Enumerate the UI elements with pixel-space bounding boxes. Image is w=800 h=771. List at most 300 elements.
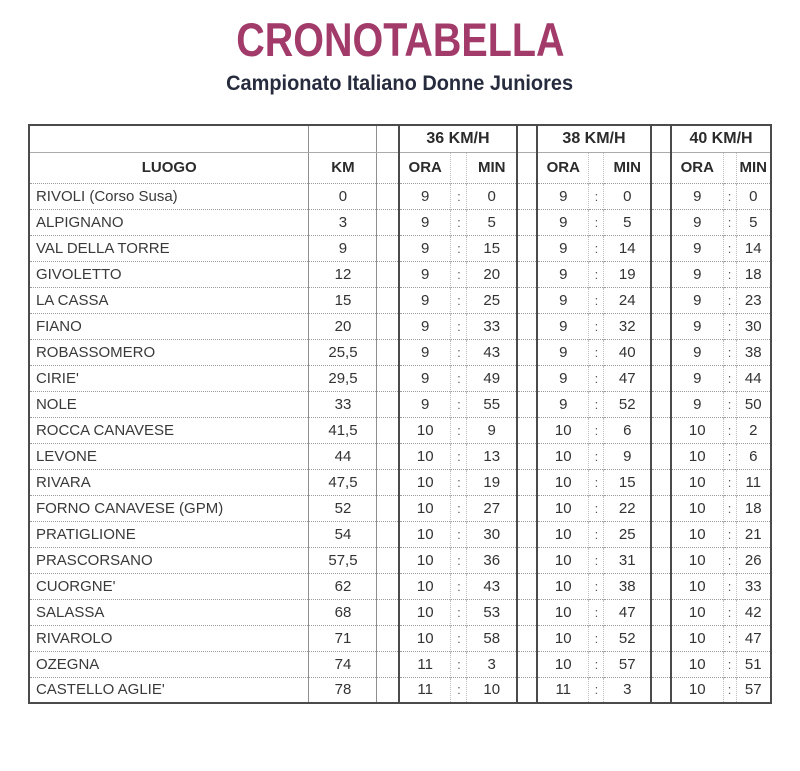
min-38-cell: 14 [604,235,651,261]
table-row [29,495,771,521]
spacer-cell [377,235,399,261]
spacer-cell [651,573,671,599]
ora-36-cell: 9 [399,313,451,339]
colon-separator: : [451,651,467,677]
spacer-cell [651,677,671,703]
spacer-cell [517,573,537,599]
km-column-header: KM [309,152,377,183]
colon-separator: : [451,287,467,313]
ora-40-cell: 9 [671,287,723,313]
min-36-cell: 55 [467,391,517,417]
ora-40-cell: 9 [671,183,723,209]
luogo-cell: RIVOLI (Corso Susa) [29,183,309,209]
spacer-cell [377,391,399,417]
ora-36-cell: 9 [399,261,451,287]
spacer-cell [377,209,399,235]
ora-36-cell: 9 [399,391,451,417]
ora-40-cell: 10 [671,443,723,469]
colon-separator: : [723,443,736,469]
spacer-cell [651,391,671,417]
spacer-cell [651,261,671,287]
spacer-cell [377,152,399,183]
km-cell: 15 [309,287,377,313]
colon-separator: : [451,495,467,521]
colon-separator: : [451,391,467,417]
spacer-cell [517,391,537,417]
colon-separator: : [723,677,736,703]
spacer-cell [651,125,671,152]
colon-separator: : [723,495,736,521]
luogo-cell: NOLE [29,391,309,417]
ora-36-cell: 10 [399,495,451,521]
spacer-cell [517,651,537,677]
spacer-cell [651,599,671,625]
spacer-cell [651,287,671,313]
spacer-cell [651,313,671,339]
ora-38-cell: 10 [537,417,589,443]
colon-separator: : [723,339,736,365]
page-subtitle: Campionato Italiano Donne Juniores [226,72,574,95]
luogo-cell: LEVONE [29,443,309,469]
colon-column-header [723,152,736,183]
colon-separator: : [451,261,467,287]
spacer-cell [651,443,671,469]
min-column-header: MIN [467,152,517,183]
spacer-cell [377,261,399,287]
colon-separator: : [589,495,604,521]
colon-separator: : [451,625,467,651]
min-column-header: MIN [604,152,651,183]
min-40-cell: 44 [736,365,771,391]
table-row [29,599,771,625]
min-36-cell: 19 [467,469,517,495]
spacer-cell [377,547,399,573]
spacer-cell [517,521,537,547]
ora-40-cell: 9 [671,391,723,417]
min-38-cell: 32 [604,313,651,339]
colon-separator: : [451,339,467,365]
min-38-cell: 5 [604,209,651,235]
colon-separator: : [723,599,736,625]
ora-38-cell: 9 [537,209,589,235]
colon-separator: : [589,417,604,443]
spacer-cell [377,599,399,625]
colon-separator: : [451,235,467,261]
spacer-cell [651,651,671,677]
ora-column-header: ORA [671,152,723,183]
ora-40-cell: 10 [671,521,723,547]
km-cell: 3 [309,209,377,235]
ora-40-cell: 10 [671,417,723,443]
table-row [29,573,771,599]
luogo-cell: CASTELLO AGLIE' [29,677,309,703]
colon-separator: : [589,235,604,261]
speed-header-38: 38 KM/H [537,125,651,152]
spacer-cell [517,599,537,625]
spacer-cell [517,152,537,183]
cronotabella-table [28,124,772,704]
table-row [29,417,771,443]
table-row [29,235,771,261]
spacer-cell [517,287,537,313]
ora-38-cell: 9 [537,365,589,391]
min-36-cell: 36 [467,547,517,573]
ora-36-cell: 9 [399,339,451,365]
ora-38-cell: 9 [537,313,589,339]
ora-36-cell: 10 [399,547,451,573]
spacer-cell [377,339,399,365]
km-cell: 33 [309,391,377,417]
spacer-cell [377,573,399,599]
colon-separator: : [589,547,604,573]
colon-separator: : [589,339,604,365]
table-row [29,547,771,573]
spacer-cell [517,417,537,443]
ora-38-cell: 10 [537,547,589,573]
ora-36-cell: 9 [399,209,451,235]
luogo-cell: PRASCORSANO [29,547,309,573]
ora-40-cell: 10 [671,625,723,651]
table-row [29,651,771,677]
table-row [29,287,771,313]
min-36-cell: 10 [467,677,517,703]
min-38-cell: 38 [604,573,651,599]
km-cell: 44 [309,443,377,469]
spacer-cell [651,469,671,495]
colon-separator: : [451,365,467,391]
table-row [29,313,771,339]
min-36-cell: 27 [467,495,517,521]
luogo-cell: RIVARA [29,469,309,495]
spacer-cell [517,339,537,365]
table-row [29,521,771,547]
colon-separator: : [451,209,467,235]
spacer-cell [517,625,537,651]
spacer-cell [651,339,671,365]
min-36-cell: 49 [467,365,517,391]
ora-38-cell: 9 [537,339,589,365]
colon-separator: : [723,235,736,261]
ora-38-cell: 10 [537,443,589,469]
min-40-cell: 18 [736,495,771,521]
ora-38-cell: 10 [537,521,589,547]
colon-separator: : [589,677,604,703]
ora-40-cell: 10 [671,599,723,625]
colon-separator: : [451,547,467,573]
min-40-cell: 2 [736,417,771,443]
ora-38-cell: 9 [537,287,589,313]
spacer-cell [377,469,399,495]
table-row [29,391,771,417]
ora-38-cell: 10 [537,651,589,677]
luogo-cell: ROCCA CANAVESE [29,417,309,443]
luogo-cell: FORNO CANAVESE (GPM) [29,495,309,521]
ora-38-cell: 10 [537,599,589,625]
blank-header-cell [309,125,377,152]
min-36-cell: 5 [467,209,517,235]
table-row [29,209,771,235]
min-36-cell: 43 [467,339,517,365]
min-40-cell: 23 [736,287,771,313]
km-cell: 54 [309,521,377,547]
spacer-cell [377,443,399,469]
spacer-cell [377,677,399,703]
colon-separator: : [723,625,736,651]
ora-38-cell: 9 [537,261,589,287]
ora-column-header: ORA [537,152,589,183]
km-cell: 12 [309,261,377,287]
luogo-cell: OZEGNA [29,651,309,677]
ora-40-cell: 9 [671,313,723,339]
ora-40-cell: 10 [671,677,723,703]
min-38-cell: 31 [604,547,651,573]
colon-column-header [589,152,604,183]
luogo-cell: ALPIGNANO [29,209,309,235]
spacer-cell [651,365,671,391]
table-row [29,469,771,495]
km-cell: 68 [309,599,377,625]
title-block [0,13,800,96]
speed-header-row [29,125,771,152]
min-38-cell: 52 [604,625,651,651]
ora-40-cell: 10 [671,469,723,495]
min-40-cell: 5 [736,209,771,235]
min-column-header: MIN [736,152,771,183]
min-38-cell: 47 [604,599,651,625]
column-header-row [29,152,771,183]
ora-36-cell: 10 [399,599,451,625]
spacer-cell [377,313,399,339]
colon-separator: : [451,313,467,339]
min-40-cell: 6 [736,443,771,469]
min-38-cell: 22 [604,495,651,521]
table-row [29,183,771,209]
colon-separator: : [723,261,736,287]
ora-36-cell: 11 [399,677,451,703]
km-cell: 47,5 [309,469,377,495]
colon-separator: : [451,443,467,469]
min-38-cell: 47 [604,365,651,391]
min-40-cell: 0 [736,183,771,209]
colon-separator: : [451,599,467,625]
spacer-cell [651,495,671,521]
colon-separator: : [589,521,604,547]
colon-separator: : [451,183,467,209]
luogo-column-header: LUOGO [29,152,309,183]
colon-separator: : [723,365,736,391]
blank-header-cell [29,125,309,152]
min-36-cell: 30 [467,521,517,547]
luogo-cell: CIRIE' [29,365,309,391]
spacer-cell [377,651,399,677]
km-cell: 9 [309,235,377,261]
luogo-cell: CUORGNE' [29,573,309,599]
colon-column-header [451,152,467,183]
spacer-cell [377,625,399,651]
spacer-cell [651,209,671,235]
luogo-cell: ROBASSOMERO [29,339,309,365]
spacer-cell [517,235,537,261]
table-row [29,339,771,365]
ora-38-cell: 11 [537,677,589,703]
colon-separator: : [723,287,736,313]
luogo-cell: RIVAROLO [29,625,309,651]
spacer-cell [517,125,537,152]
min-38-cell: 52 [604,391,651,417]
min-36-cell: 33 [467,313,517,339]
spacer-cell [517,443,537,469]
table-body [29,183,771,703]
km-cell: 57,5 [309,547,377,573]
colon-separator: : [723,313,736,339]
ora-36-cell: 10 [399,443,451,469]
min-38-cell: 3 [604,677,651,703]
min-40-cell: 33 [736,573,771,599]
colon-separator: : [589,443,604,469]
luogo-cell: PRATIGLIONE [29,521,309,547]
colon-separator: : [723,417,736,443]
table-row [29,261,771,287]
colon-separator: : [589,599,604,625]
colon-separator: : [589,365,604,391]
ora-36-cell: 10 [399,417,451,443]
spacer-cell [651,625,671,651]
speed-header-36: 36 KM/H [399,125,517,152]
km-cell: 71 [309,625,377,651]
ora-40-cell: 10 [671,651,723,677]
min-40-cell: 14 [736,235,771,261]
spacer-cell [651,521,671,547]
spacer-cell [651,547,671,573]
table-row [29,625,771,651]
spacer-cell [651,183,671,209]
luogo-cell: LA CASSA [29,287,309,313]
ora-40-cell: 10 [671,547,723,573]
ora-36-cell: 9 [399,287,451,313]
min-38-cell: 0 [604,183,651,209]
ora-36-cell: 10 [399,521,451,547]
colon-separator: : [451,573,467,599]
min-38-cell: 19 [604,261,651,287]
min-40-cell: 47 [736,625,771,651]
ora-36-cell: 10 [399,469,451,495]
min-36-cell: 43 [467,573,517,599]
ora-38-cell: 9 [537,391,589,417]
ora-40-cell: 10 [671,573,723,599]
spacer-cell [517,261,537,287]
min-38-cell: 9 [604,443,651,469]
min-40-cell: 11 [736,469,771,495]
page-title: CRONOTABELLA [235,13,565,66]
min-38-cell: 57 [604,651,651,677]
colon-separator: : [589,573,604,599]
colon-separator: : [451,677,467,703]
min-36-cell: 13 [467,443,517,469]
table-row [29,443,771,469]
min-36-cell: 20 [467,261,517,287]
spacer-cell [651,152,671,183]
colon-separator: : [589,183,604,209]
table-header [29,125,771,183]
luogo-cell: FIANO [29,313,309,339]
min-36-cell: 3 [467,651,517,677]
min-40-cell: 42 [736,599,771,625]
speed-header-40: 40 KM/H [671,125,771,152]
luogo-cell: SALASSA [29,599,309,625]
min-40-cell: 38 [736,339,771,365]
luogo-cell: VAL DELLA TORRE [29,235,309,261]
spacer-cell [517,469,537,495]
colon-separator: : [723,651,736,677]
ora-40-cell: 9 [671,209,723,235]
spacer-cell [377,521,399,547]
ora-36-cell: 11 [399,651,451,677]
min-36-cell: 15 [467,235,517,261]
km-cell: 25,5 [309,339,377,365]
ora-36-cell: 9 [399,235,451,261]
ora-36-cell: 9 [399,365,451,391]
spacer-cell [377,125,399,152]
colon-separator: : [589,313,604,339]
min-40-cell: 26 [736,547,771,573]
min-36-cell: 53 [467,599,517,625]
colon-separator: : [451,469,467,495]
colon-separator: : [723,183,736,209]
colon-separator: : [589,469,604,495]
spacer-cell [377,287,399,313]
ora-36-cell: 10 [399,573,451,599]
colon-separator: : [723,469,736,495]
colon-separator: : [723,209,736,235]
ora-40-cell: 9 [671,261,723,287]
spacer-cell [377,365,399,391]
min-38-cell: 25 [604,521,651,547]
spacer-cell [377,183,399,209]
spacer-cell [651,417,671,443]
km-cell: 78 [309,677,377,703]
min-36-cell: 9 [467,417,517,443]
ora-40-cell: 10 [671,495,723,521]
colon-separator: : [589,651,604,677]
ora-40-cell: 9 [671,235,723,261]
min-40-cell: 18 [736,261,771,287]
spacer-cell [517,495,537,521]
table-row [29,677,771,703]
ora-38-cell: 10 [537,495,589,521]
colon-separator: : [723,521,736,547]
min-38-cell: 6 [604,417,651,443]
spacer-cell [517,547,537,573]
ora-column-header: ORA [399,152,451,183]
ora-36-cell: 10 [399,625,451,651]
km-cell: 0 [309,183,377,209]
spacer-cell [517,313,537,339]
ora-38-cell: 10 [537,469,589,495]
spacer-cell [517,677,537,703]
colon-separator: : [589,261,604,287]
min-36-cell: 58 [467,625,517,651]
ora-38-cell: 10 [537,625,589,651]
colon-separator: : [451,417,467,443]
km-cell: 52 [309,495,377,521]
colon-separator: : [723,547,736,573]
min-38-cell: 24 [604,287,651,313]
spacer-cell [651,235,671,261]
table-row [29,365,771,391]
colon-separator: : [723,573,736,599]
km-cell: 62 [309,573,377,599]
min-40-cell: 50 [736,391,771,417]
